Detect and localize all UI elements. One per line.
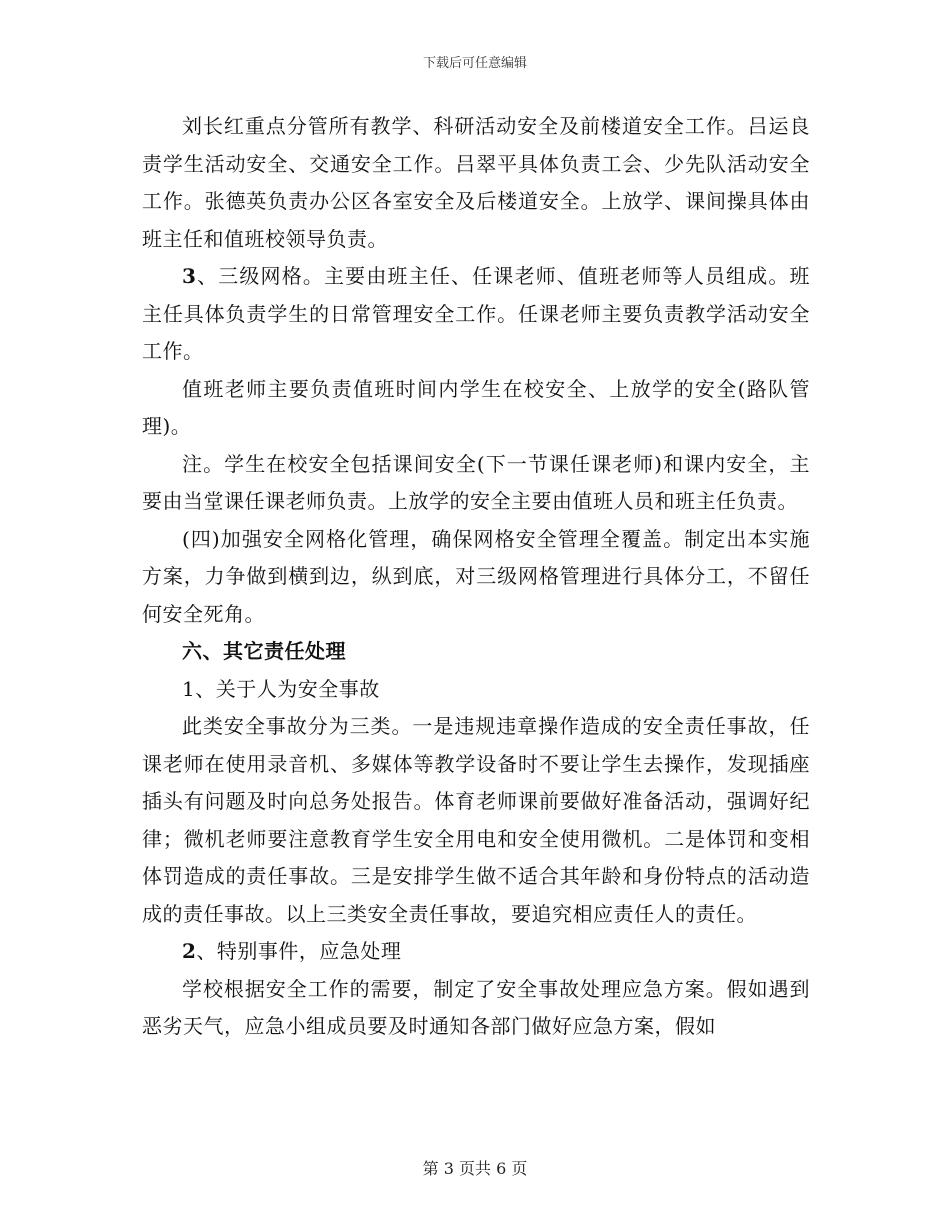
paragraph-text: 值班老师主要负责值班时间内学生在校安全、上放学的安全(路队管理)。 bbox=[142, 376, 810, 438]
paragraph-text: 注。学生在校安全包括课间安全(下一节课任课老师)和课内安全，主要由当堂课任课老师负责。上放学的安全主要由值班人员和班主任负责。 bbox=[142, 451, 810, 513]
paragraph-text: (四)加强安全网格化管理，确保网格安全管理全覆盖。制定出本实施方案，力争做到横到边，纵到底，对三级网格管理进行具体分工，不留任何安全死角。 bbox=[142, 526, 810, 626]
section-heading-other-responsibilities bbox=[142, 633, 810, 671]
subheading-special-events bbox=[142, 933, 810, 971]
paragraph-grid-management bbox=[142, 521, 810, 634]
paragraph-text: 、特别事件，应急处理 bbox=[196, 939, 402, 963]
paragraph-text: 1、关于人为安全事故 bbox=[182, 676, 380, 701]
page-footer: 第 3 页共 6 页 bbox=[422, 1159, 528, 1178]
paragraph-third-level-grid bbox=[142, 258, 810, 371]
paragraph-duty-teacher bbox=[142, 371, 810, 446]
page-header: 下载后可任意编辑 bbox=[422, 56, 527, 71]
item-number: 3 bbox=[182, 264, 197, 288]
item-number: 2 bbox=[182, 939, 197, 963]
paragraph-note bbox=[142, 446, 810, 521]
paragraph-emergency-plan bbox=[142, 971, 810, 1046]
paragraph-text: 此类安全事故分为三类。一是违规违章操作造成的安全责任事故，任课老师在使用录音机、多媒体等教学设备时不要让学生去操作，发现插座插头有问题及时向总务处报告。体育老师课前要做好准备活动，强调好纪律；微机老师要注意教育学生安全用电和安全使用微机。二是体罚和变相体罚造成的责任事故。三是安排学生做不适合其年龄和身份特点的活动造成的责任事故。以上三类安全责任事故，要追究相应责任人的责任。 bbox=[142, 714, 810, 926]
heading-text: 六、其它责任处理 bbox=[182, 639, 346, 663]
document-body bbox=[142, 108, 810, 1046]
paragraph-text: 、三级网格。主要由班主任、任课老师、值班老师等人员组成。班主任具体负责学生的日常管理安全工作。任课老师主要负责教学活动安全工作。 bbox=[142, 264, 810, 363]
paragraph-text: 刘长红重点分管所有教学、科研活动安全及前楼道安全工作。吕运良责学生活动安全、交通安全工作。吕翠平具体负责工会、少先队活动安全工作。张德英负责办公区各室安全及后楼道安全。上放学、课间操具体由班主任和值班校领导负责。 bbox=[142, 114, 810, 251]
paragraph-responsibilities bbox=[142, 108, 810, 258]
paragraph-text: 学校根据安全工作的需要，制定了安全事故处理应急方案。假如遇到恶劣天气，应急小组成员要及时通知各部门做好应急方案，假如 bbox=[142, 976, 810, 1038]
subheading-human-accidents bbox=[142, 671, 810, 709]
paragraph-accident-types bbox=[142, 708, 810, 933]
